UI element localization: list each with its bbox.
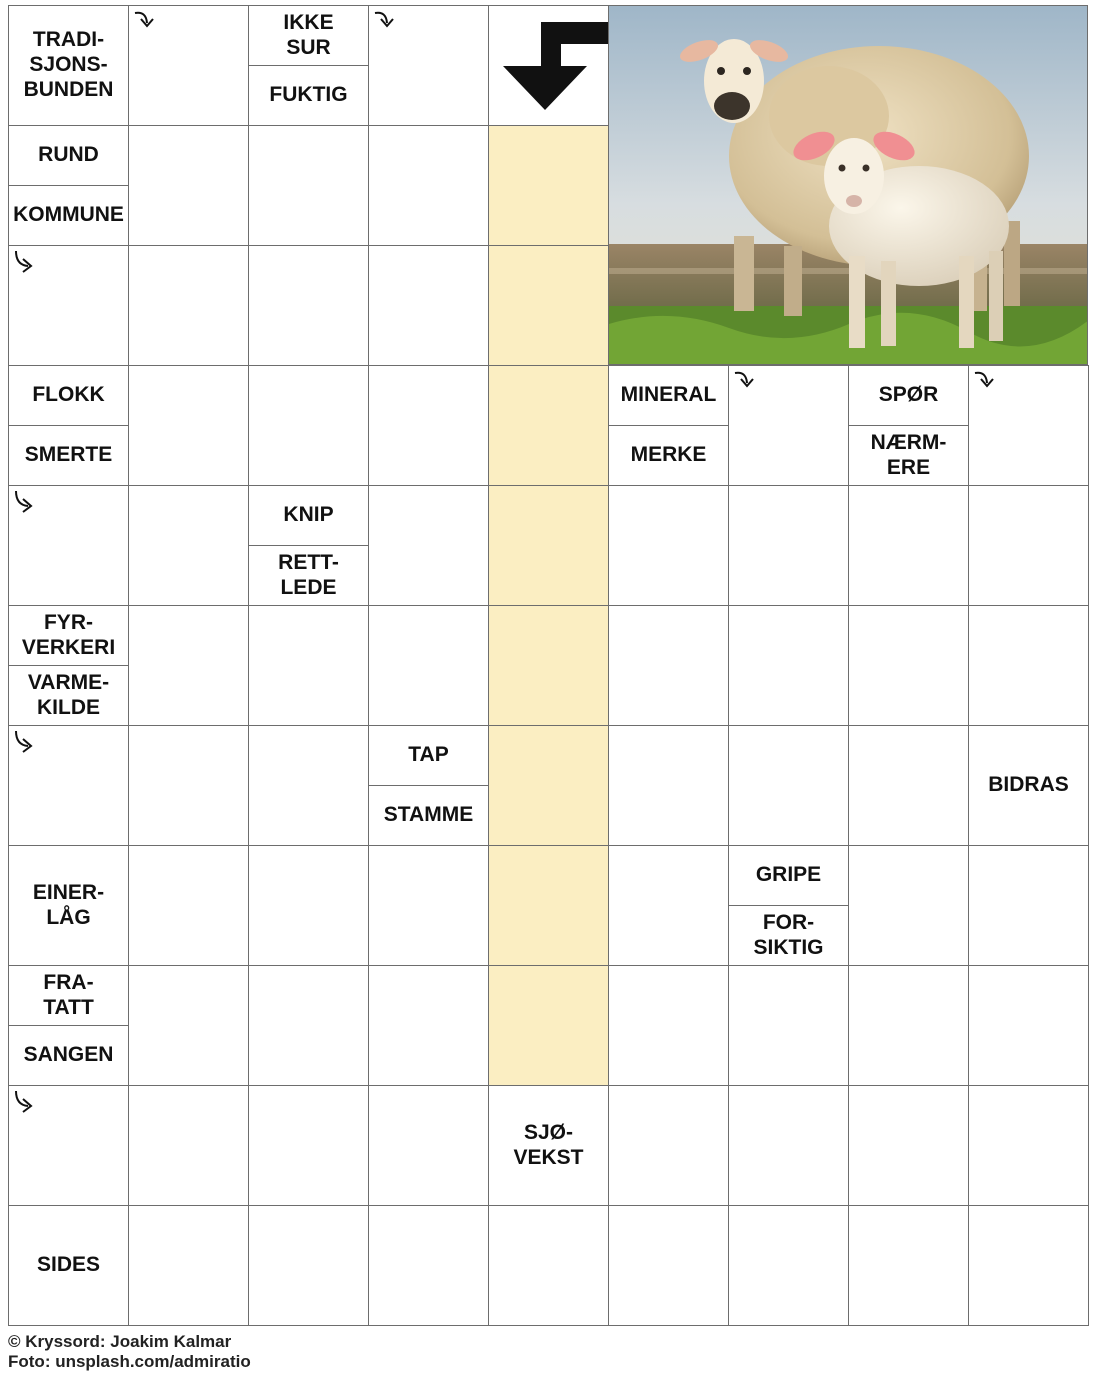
clue-sjovekst: [488, 1085, 609, 1206]
clue-kommune: [8, 185, 129, 246]
answer-cell[interactable]: [488, 965, 609, 1086]
answer-cell[interactable]: [128, 605, 249, 726]
answer-cell[interactable]: [368, 365, 489, 486]
answer-cell[interactable]: [488, 1205, 609, 1326]
answer-cell[interactable]: [728, 1085, 849, 1206]
answer-cell[interactable]: [368, 605, 489, 726]
clue-text: KOMMUNE: [13, 203, 124, 227]
down-curl-arrow-icon: [972, 369, 1000, 398]
clue-spor: [848, 365, 969, 426]
clue-text: FYR- VERKERI: [21, 610, 116, 659]
clue-text: TRADI- SJONS- BUNDEN: [23, 28, 114, 101]
answer-cell[interactable]: [968, 485, 1089, 606]
photo-credit: Foto: unsplash.com/admiratio: [8, 1351, 251, 1371]
clue-einerlag: [8, 845, 129, 966]
answer-cell[interactable]: [488, 125, 609, 246]
answer-cell[interactable]: [728, 1205, 849, 1326]
answer-cell[interactable]: [488, 605, 609, 726]
clue-flokk: [8, 365, 129, 426]
answer-cell[interactable]: [128, 845, 249, 966]
clue-naermere: [848, 425, 969, 486]
answer-cell[interactable]: [488, 365, 609, 486]
answer-cell[interactable]: [248, 605, 369, 726]
clue-sides: [8, 1205, 129, 1326]
answer-cell[interactable]: [368, 845, 489, 966]
down-curl-arrow-icon: [132, 9, 160, 38]
clue-knip: [248, 485, 369, 546]
clue-text: NÆRM- ERE: [870, 430, 947, 479]
clue-rund: [8, 125, 129, 186]
answer-cell[interactable]: [248, 1205, 369, 1326]
answer-cell[interactable]: [248, 125, 369, 246]
clue-text: EINER- LÅG: [32, 880, 105, 929]
answer-cell[interactable]: [368, 1085, 489, 1206]
answer-cell[interactable]: [128, 365, 249, 486]
answer-cell[interactable]: [128, 245, 249, 366]
answer-cell[interactable]: [608, 485, 729, 606]
clue-forsiktig: [728, 905, 849, 966]
clue-text: GRIPE: [755, 863, 822, 887]
clue-text: SMERTE: [24, 443, 113, 467]
sheep-photo: [608, 5, 1088, 365]
answer-cell[interactable]: [608, 605, 729, 726]
answer-cell[interactable]: [728, 605, 849, 726]
answer-cell[interactable]: [128, 1085, 249, 1206]
clue-sangen: [8, 1025, 129, 1086]
answer-cell[interactable]: [608, 1205, 729, 1326]
bent-down-arrow-icon: [489, 6, 609, 126]
answer-cell[interactable]: [608, 1085, 729, 1206]
answer-cell[interactable]: [848, 1085, 969, 1206]
clue-text: KNIP: [283, 503, 334, 527]
clue-text: SPØR: [878, 383, 939, 407]
right-hook-arrow-icon: [10, 729, 38, 762]
answer-cell[interactable]: [608, 725, 729, 846]
answer-cell[interactable]: [128, 965, 249, 1086]
clue-fratatt: [8, 965, 129, 1026]
clue-text: VARME- KILDE: [27, 670, 110, 719]
right-hook-arrow-icon: [10, 489, 38, 522]
answer-cell[interactable]: [128, 1205, 249, 1326]
answer-cell[interactable]: [848, 605, 969, 726]
clue-text: SANGEN: [23, 1043, 114, 1067]
clue-bidras: [968, 725, 1089, 846]
clue-text: FOR- SIKTIG: [753, 910, 824, 959]
clue-text: FUKTIG: [269, 83, 348, 107]
answer-cell[interactable]: [128, 725, 249, 846]
answer-cell[interactable]: [968, 845, 1089, 966]
answer-cell[interactable]: [128, 125, 249, 246]
clue-gripe: [728, 845, 849, 906]
answer-cell[interactable]: [728, 965, 849, 1086]
clue-text: BIDRAS: [988, 773, 1069, 797]
right-hook-arrow-icon: [10, 1089, 38, 1122]
clue-merke: [608, 425, 729, 486]
down-curl-arrow-icon: [372, 9, 400, 38]
answer-cell[interactable]: [248, 965, 369, 1086]
answer-cell[interactable]: [968, 1205, 1089, 1326]
clue-text: SJØ- VEKST: [513, 1120, 584, 1169]
clue-stamme: [368, 785, 489, 846]
answer-cell[interactable]: [728, 485, 849, 606]
answer-cell[interactable]: [248, 845, 369, 966]
clue-text: MERKE: [630, 443, 707, 467]
answer-cell[interactable]: [248, 725, 369, 846]
answer-cell[interactable]: [368, 485, 489, 606]
clue-varmekilde: [8, 665, 129, 726]
answer-cell[interactable]: [248, 365, 369, 486]
answer-cell[interactable]: [608, 965, 729, 1086]
clue-text: RETT- LEDE: [278, 550, 339, 599]
clue-text: TAP: [408, 743, 449, 767]
answer-cell[interactable]: [248, 245, 369, 366]
clue-fyrverkeri: [8, 605, 129, 666]
answer-cell[interactable]: [368, 125, 489, 246]
right-hook-arrow-icon: [10, 249, 38, 282]
solution-arrow-cell: [488, 5, 609, 126]
answer-cell[interactable]: [488, 725, 609, 846]
answer-cell[interactable]: [248, 1085, 369, 1206]
answer-cell[interactable]: [848, 965, 969, 1086]
answer-cell[interactable]: [488, 845, 609, 966]
clue-mineral: [608, 365, 729, 426]
answer-cell[interactable]: [488, 485, 609, 606]
clue-tap: [368, 725, 489, 786]
crossword-board: [8, 5, 1088, 1325]
answer-cell[interactable]: [848, 485, 969, 606]
clue-text: RUND: [38, 143, 99, 167]
answer-cell[interactable]: [368, 1205, 489, 1326]
clue-ikke-sur: [248, 5, 369, 66]
clue-text: SIDES: [36, 1253, 101, 1277]
answer-cell[interactable]: [128, 485, 249, 606]
answer-cell[interactable]: [728, 725, 849, 846]
clue-text: FLOKK: [32, 383, 105, 407]
answer-cell[interactable]: [488, 245, 609, 366]
clue-rettlede: [248, 545, 369, 606]
clue-tradisjonsbunden: [8, 5, 129, 126]
clue-smerte: [8, 425, 129, 486]
down-curl-arrow-icon: [732, 369, 760, 398]
answer-cell[interactable]: [968, 1085, 1089, 1206]
crossword-credit: © Kryssord: Joakim Kalmar: [8, 1332, 232, 1351]
clue-fuktig: [248, 65, 369, 126]
credits: [8, 1332, 251, 1371]
clue-text: FRA- TATT: [43, 970, 94, 1019]
answer-cell[interactable]: [608, 845, 729, 966]
clue-text: IKKE SUR: [283, 10, 334, 59]
answer-cell[interactable]: [848, 845, 969, 966]
clue-text: MINERAL: [620, 383, 717, 407]
answer-cell[interactable]: [368, 245, 489, 366]
answer-cell[interactable]: [848, 1205, 969, 1326]
clue-text: STAMME: [383, 803, 474, 827]
sheep-and-lamb-image: [609, 6, 1088, 365]
answer-cell[interactable]: [848, 725, 969, 846]
answer-cell[interactable]: [968, 605, 1089, 726]
answer-cell[interactable]: [968, 965, 1089, 1086]
answer-cell[interactable]: [368, 965, 489, 1086]
